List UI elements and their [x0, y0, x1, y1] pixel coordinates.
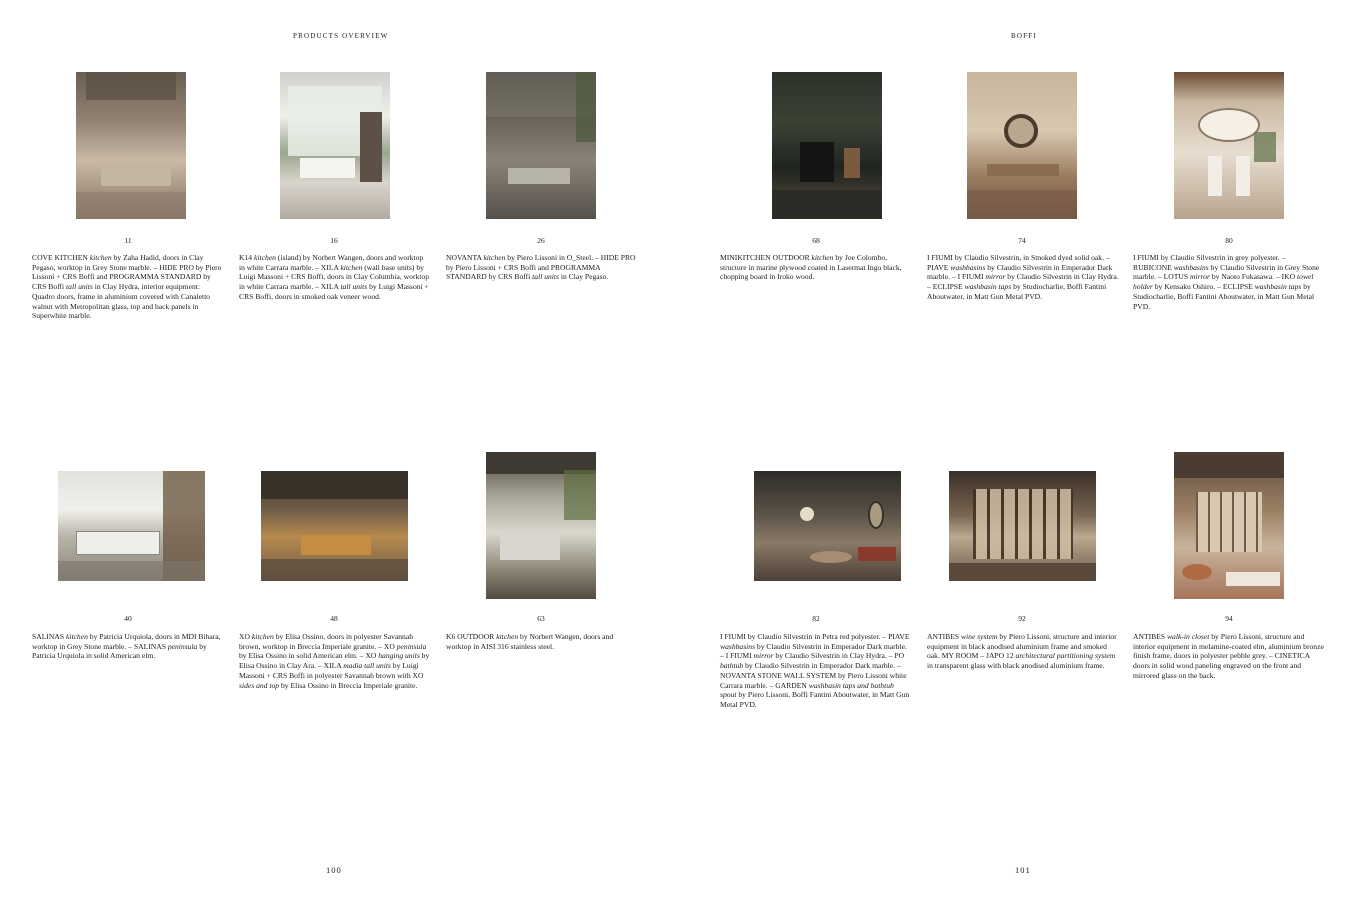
product-photo-k6-outdoor [486, 452, 596, 599]
page-reference: 48 [330, 614, 338, 623]
product-caption: XO kitchen by Elisa Ossino, doors in polyester Savannah brown, worktop in Breccia Imperiale granite. – XO peninsula by Elisa Ossino in solid American elm. – XO hanging units by Elisa Ossino in Clay Ara. – XILA madia tall units by Luigi Massoni + CRS Boffi in polyester Savannah brown with XO sides and top by Elisa Ossino in Breccia Imperiale granite. [239, 632, 430, 690]
page-reference: 26 [537, 236, 545, 245]
running-head: BOFFI [1011, 32, 1037, 40]
product-photo-novanta-kitchen [486, 72, 596, 219]
page-reference: 11 [124, 236, 132, 245]
product-caption: NOVANTA kitchen by Piero Lissoni in O_Steel. – HIDE PRO by Piero Lissoni + CRS Boffi and PROGRAMMA STANDARD by CRS Boffi tall units in Clay Pegaso. [446, 253, 636, 282]
product-caption: I FIUMI by Claudio Silvestrin in Petra red polyester. – PIAVE washbasins by Claudio Silvestrin in Emperador Dark marble. – I FIUMI mirror by Claudio Silvestrin in Clay Hydra. – PO bathtub by Claudio Silvestrin in Emperador Dark marble. – NOVANTA STONE WALL SYSTEM by Piero Lissoni white Carrara marble. – GARDEN washbasin taps and bathtub spout by Piero Lissoni, Boffi Fantini Aboutwater, in Matt Gun Metal PVD. [720, 632, 910, 709]
product-photo-xo-kitchen [261, 471, 408, 581]
page-reference: 92 [1018, 614, 1026, 623]
product-photo-minikitchen-outdoor [772, 72, 882, 219]
page-reference: 16 [330, 236, 338, 245]
page-reference: 68 [812, 236, 820, 245]
product-caption: I FIUMI by Claudio Silvestrin, in Smoked dyed solid oak. – PIAVE washbasins by Claudio Silvestrin in Emperador Dark marble. – I FIUMI mirror by Claudio Silvestrin in Clay Hydra. – ECLIPSE washbasin taps by Studiocharlie, Boffi Fantini Aboutwater, in Matt Gun Metal PVD. [927, 253, 1119, 301]
product-caption: I FIUMI by Claudio Silvestrin in grey polyester. – RUBICONE washbasins by Claudio Silvestrin in Grey Stone marble. – LOTUS mirror by Naoto Fukasawa. – IKO towel holder by Kensaku Oshiro. – ECLIPSE washbasin taps by Studiocharlie, Boffi Fantini Aboutwater, in Matt Gun Metal PVD. [1133, 253, 1320, 311]
product-photo-antibes-wine-system [949, 471, 1096, 581]
product-caption: K14 kitchen (island) by Norbert Wangen, doors and worktop in white Carrara marble. – XILA kitchen (wall base units) by Luigi Massoni + CRS Boffi, doors in Clay Columbia, worktop in white Carrara marble. – XILA tall units by Luigi Massoni + CRS Boffi, doors in smoked oak veneer wood. [239, 253, 429, 301]
product-caption: COVE KITCHEN kitchen by Zaha Hadid, doors in Clay Pegaso, worktop in Grey Stone marble. – HIDE PRO by Piero Lissoni + CRS Boffi and PROGRAMMA STANDARD by CRS Boffi tall units in Clay Hydra, interior equipment: Quadro doors, frame in aluminium covered with Canaletto walnut with Metropolitan glass, top and back panels in Superwhite marble. [32, 253, 222, 321]
product-photo-i-fiumi-74 [967, 72, 1077, 219]
running-head: PRODUCTS OVERVIEW [293, 32, 389, 40]
product-photo-i-fiumi-82 [754, 471, 901, 581]
page-reference: 63 [537, 614, 545, 623]
page-reference: 82 [812, 614, 820, 623]
page-reference: 94 [1225, 614, 1233, 623]
page-reference: 74 [1018, 236, 1026, 245]
page-number: 101 [1015, 865, 1031, 875]
right-page [678, 0, 1356, 904]
product-photo-salinas-kitchen [58, 471, 205, 581]
page-reference: 40 [124, 614, 132, 623]
product-caption: ANTIBES walk-in closet by Piero Lissoni, structure and interior equipment in melamine-coated elm, aluminium bronze finish frame, doors in polyester pebble grey. – CINETICA doors in solid wood paneling engraved on the front and mirrored glass on the back. [1133, 632, 1324, 680]
product-photo-k14-kitchen [280, 72, 390, 219]
product-photo-i-fiumi-80 [1174, 72, 1284, 219]
product-caption: ANTIBES wine system by Piero Lissoni, structure and interior equipment in black anodised aluminium frame and smoked oak. MY ROOM – JAPO 12 architectural partitioning system in transparent glass with black anodised aluminium frame. [927, 632, 1117, 671]
product-caption: SALINAS kitchen by Patricia Urquiola, doors in MDI Bihara, worktop in Grey Stone marble. – SALINAS peninsula by Patricia Urquiola in solid American elm. [32, 632, 221, 661]
product-photo-antibes-walk-in-closet [1174, 452, 1284, 599]
product-caption: MINIKITCHEN OUTDOOR kitchen by Joe Colombo, structure in marine plywood coated in Lasermat Ingo black, chopping board in Iroko wood. [720, 253, 902, 282]
product-caption: K6 OUTDOOR kitchen by Norbert Wangen, doors and worktop in AISI 316 stainless steel. [446, 632, 614, 651]
page-reference: 80 [1225, 236, 1233, 245]
page-number: 100 [326, 865, 342, 875]
product-photo-cove-kitchen [76, 72, 186, 219]
